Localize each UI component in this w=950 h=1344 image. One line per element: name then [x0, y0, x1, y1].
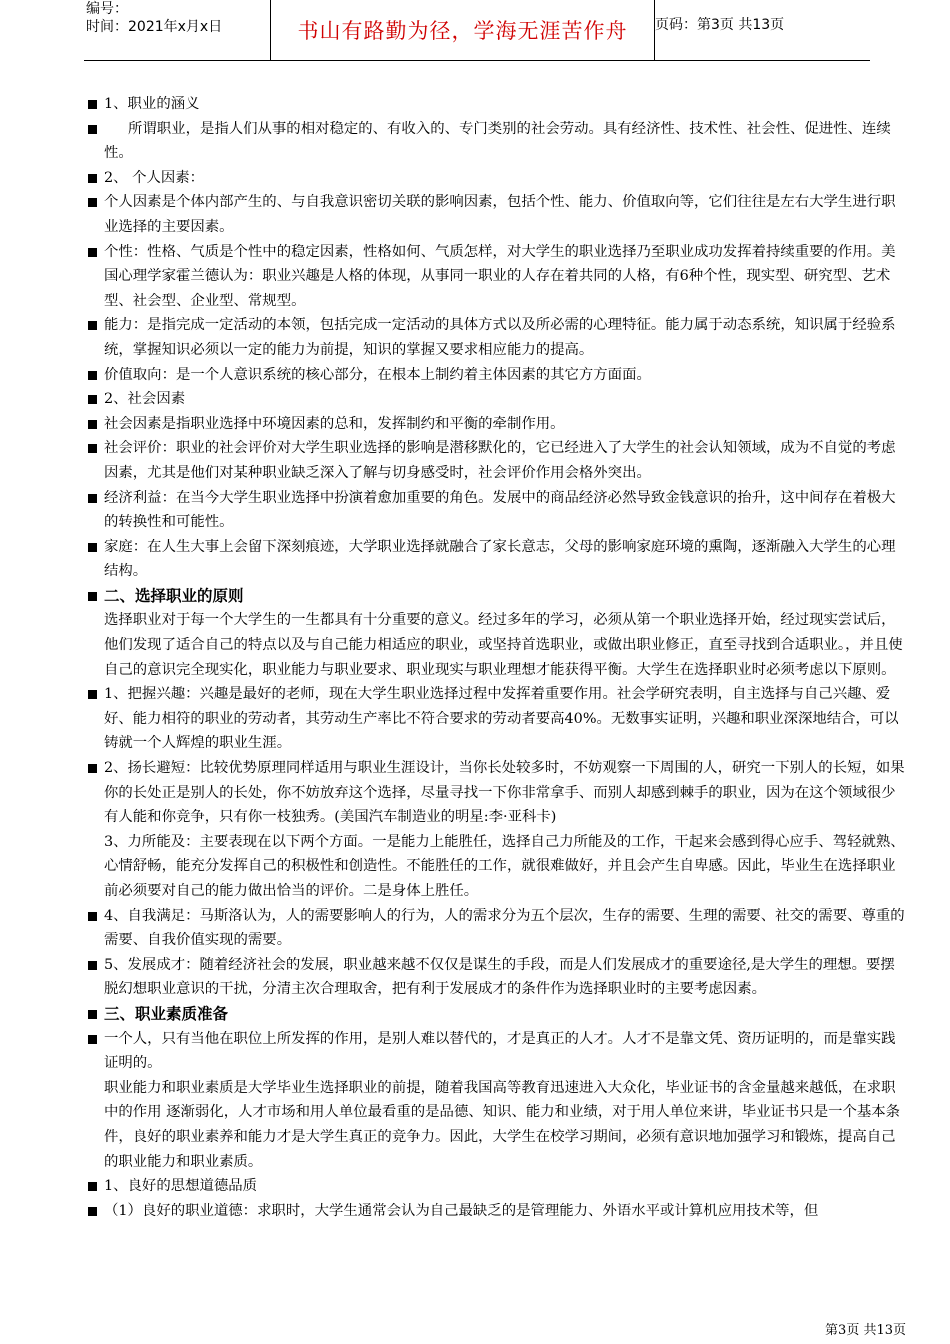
paragraph: 个性：性格、气质是个性中的稳定因素，性格如何、气质怎样，对大学生的职业选择乃至职业成功发挥着持续重要的作用。美国心理学家霍兰德认为：职业兴趣是人格的体现，从事同一职业的人存在着共同的人格，有6种个性，现实型、研究型、艺术型、社会型、企业型、常规型。: [88, 240, 908, 314]
paragraph: 5、发展成才：随着经济社会的发展，职业越来越不仅仅是谋生的手段，而是人们发展成才的重要途径,是大学生的理想。要摆脱幻想职业意识的干扰，分清主次合理取舍，把有利于发展成才的条件作为选择职业时的主要考虑因素。: [88, 953, 908, 1002]
paragraph: 一个人，只有当他在职位上所发挥的作用，是别人难以替代的，才是真正的人才。人才不是靠文凭、资历证明的，而是靠实践证明的。: [88, 1027, 908, 1076]
paragraph: 家庭：在人生大事上会留下深刻痕迹，大学职业选择就融合了家长意志，父母的影响家庭环境的熏陶，逐渐融入大学生的心理结构。: [88, 535, 908, 584]
header-meta: [84, 0, 271, 60]
paragraph: 经济利益：在当今大学生职业选择中扮演着愈加重要的角色。发展中的商品经济必然导致金钱意识的抬升，这中间存在着极大的转换性和可能性。: [88, 486, 908, 535]
paragraph: 能力：是指完成一定活动的本领，包括完成一定活动的具体方式以及所必需的心理特征。能力属于动态系统，知识属于经验系统，掌握知识必须以一定的能力为前提，知识的掌握又要求相应能力的提高。: [88, 313, 908, 362]
footer-page-number: 第3页 共13页: [825, 1323, 906, 1338]
paragraph: 3、力所能及：主要表现在以下两个方面。一是能力上能胜任，选择自己力所能及的工作，干起来会感到得心应手、驾轻就熟、心情舒畅，能充分发挥自己的积极性和创造性。不能胜任的工作，就很难做好，并且会产生自卑感。因此，毕业生在选择职业前必须要对自己的能力做出恰当的评价。二是身体上胜任。: [104, 833, 905, 899]
paragraph: 1、把握兴趣：兴趣是最好的老师，现在大学生职业选择过程中发挥着重要作用。社会学研究表明，自主选择与自己兴趣、爱好、能力相符的职业的劳动者，其劳动生产率比不符合要求的劳动者要高40%。无数事实证明，兴趣和职业深深地结合，可以铸就一个人辉煌的职业生涯。: [88, 682, 908, 756]
header-page-number: 页码：第3页 共13页: [655, 17, 785, 33]
paragraph: 社会因素是指职业选择中环境因素的总和，发挥制约和平衡的牵制作用。: [88, 412, 908, 437]
paragraph: 4、自我满足：马斯洛认为，人的需要影响人的行为，人的需求分为五个层次，生存的需要、生理的需要、社交的需要、尊重的需要、自我价值实现的需要。: [88, 904, 908, 953]
paragraph: 所谓职业，是指人们从事的相对稳定的、有收入的、专门类别的社会劳动。具有经济性、技术性、社会性、促进性、连续性。: [88, 117, 908, 166]
paragraph: 1、职业的涵义: [88, 92, 908, 117]
paragraph: 个人因素是个体内部产生的、与自我意识密切关联的影响因素，包括个性、能力、价值取向等，它们往往是左右大学生进行职业选择的主要因素。: [88, 190, 908, 239]
paragraph: （1）良好的职业道德：求职时，大学生通常会认为自己最缺乏的是管理能力、外语水平或计算机应用技术等，但: [88, 1199, 908, 1224]
section-heading: 三、职业素质准备: [88, 1002, 908, 1027]
paragraph: 社会评价：职业的社会评价对大学生职业选择的影响是潜移默化的，它已经进入了大学生的社会认知领域，成为不自觉的考虑因素，尤其是他们对某种职业缺乏深入了解与切身感受时，社会评价作用会格外突出。: [88, 436, 908, 485]
paragraph: 1、良好的思想道德品质: [88, 1174, 908, 1199]
header-number: 编号：: [86, 1, 128, 17]
paragraph: 2、扬长避短：比较优势原理同样适用与职业生涯设计，当你长处较多时，不妨观察一下周围的人，研究一下别人的长短，如果你的长处正是别人的长处，你不妨放弃这个选择，尽量寻找一下你非常拿手、而别人却感到棘手的职业，因为在这个领域很少有人能和你竞争，只有你一枝独秀。(美国汽车制造业的明星:李·亚科卡): [88, 756, 908, 830]
paragraph: 价值取向：是一个人意识系统的核心部分，在根本上制约着主体因素的其它方方面面。: [88, 363, 908, 388]
document-body: [88, 92, 908, 1223]
header-rule: [84, 60, 870, 61]
paragraph: 2、 个人因素：: [88, 166, 908, 191]
paragraph: 职业能力和职业素质是大学毕业生选择职业的前提，随着我国高等教育迅速进入大众化，毕业证书的含金量越来越低，在求职中的作用 逐渐弱化，人才市场和用人单位最看重的是品德、知识、能力和业绩，对于用人单位来讲，毕业证书只是一个基本条件，良好的职业素养和能力才是大学生真正的竞争力。因此，大学生在校学习期间，必须有意识地加强学习和锻炼，提高自己的职业能力和职业素质。: [104, 1079, 901, 1170]
page-header: [84, 0, 870, 60]
section-heading: 二、选择职业的原则: [88, 584, 908, 609]
paragraph: 选择职业对于每一个大学生的一生都具有十分重要的意义。经过多年的学习，必须从第一个职业选择开始，经过现实尝试后，他们发现了适合自己的特点以及与自己能力相适应的职业，或坚持首选职业，或做出职业修正，直至寻找到合适职业。，并且使自己的意识完全现实化，职业能力与职业要求、职业现实与职业理想才能获得平衡。大学生在选择职业时必须考虑以下原则。: [104, 612, 903, 678]
header-time: 时间：2021年x月x日: [86, 19, 223, 35]
header-motto: 书山有路勤为径，学海无涯苦作舟: [271, 0, 655, 60]
paragraph: 2、社会因素: [88, 387, 908, 412]
